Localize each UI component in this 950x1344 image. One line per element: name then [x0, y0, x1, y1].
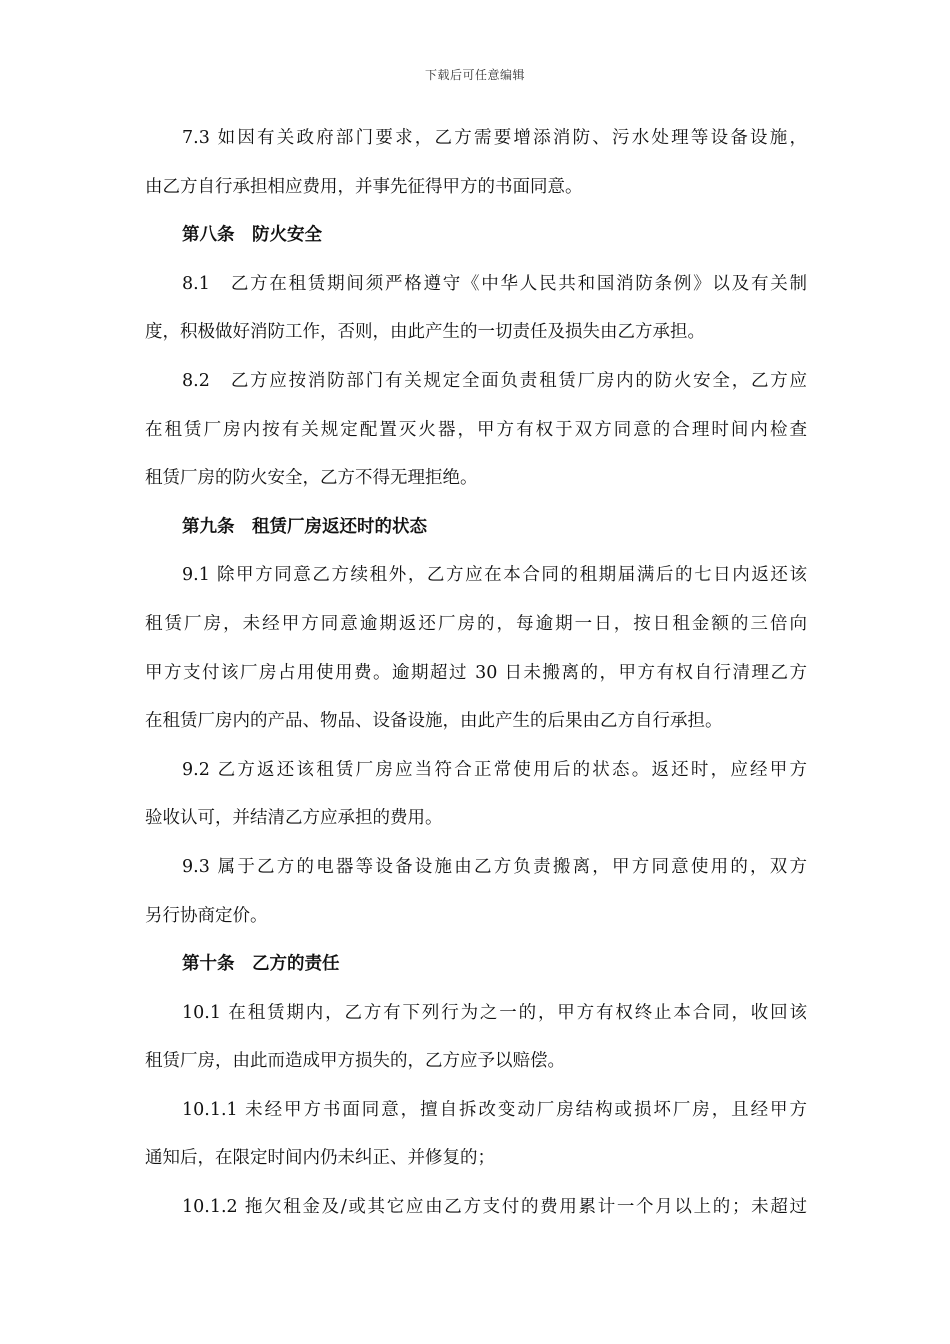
text-line: 另行协商定价。: [145, 905, 268, 926]
section-heading: 第十条 乙方的责任: [182, 954, 340, 975]
text-line: 9.2 乙方返还该租赁厂房应当符合正常使用后的状态。返还时，应经甲方: [182, 759, 807, 780]
text-line: 8.1 乙方在租赁期间须严格遵守《中华人民共和国消防条例》以及有关制: [182, 273, 807, 294]
text-line: 8.2 乙方应按消防部门有关规定全面负责租赁厂房内的防火安全，乙方应: [182, 370, 807, 391]
text-line: 在租赁厂房内按有关规定配置灭火器，甲方有权于双方同意的合理时间内检查: [145, 419, 807, 440]
text-line: 10.1.1 未经甲方书面同意，擅自拆改变动厂房结构或损坏厂房，且经甲方: [182, 1099, 807, 1120]
text-line: 通知后，在限定时间内仍未纠正、并修复的；: [145, 1148, 495, 1169]
text-line: 租赁厂房，未经甲方同意逾期返还厂房的，每逾期一日，按日租金额的三倍向: [145, 613, 807, 634]
section-heading: 第九条 租赁厂房返还时的状态: [182, 516, 427, 537]
text-line: 9.3 属于乙方的电器等设备设施由乙方负责搬离，甲方同意使用的，双方: [182, 856, 807, 877]
text-line: 由乙方自行承担相应费用，并事先征得甲方的书面同意。: [145, 176, 583, 197]
document-body: [145, 120, 807, 1238]
text-line: 度，积极做好消防工作，否则，由此产生的一切责任及损失由乙方承担。: [145, 322, 705, 343]
text-line: 租赁厂房的防火安全，乙方不得无理拒绝。: [145, 468, 478, 489]
text-line: 10.1 在租赁期内，乙方有下列行为之一的，甲方有权终止本合同，收回该: [182, 1002, 807, 1023]
text-line: 10.1.2 拖欠租金及/或其它应由乙方支付的费用累计一个月以上的；未超过: [182, 1197, 807, 1218]
page-header: 下载后可任意编辑: [424, 68, 525, 82]
section-heading: 第八条 防火安全: [182, 225, 322, 246]
text-line: 9.1 除甲方同意乙方续租外，乙方应在本合同的租期届满后的七日内返还该: [182, 565, 807, 586]
text-line: 在租赁厂房内的产品、物品、设备设施，由此产生的后果由乙方自行承担。: [145, 711, 723, 732]
text-line: 7.3 如因有关政府部门要求，乙方需要增添消防、污水处理等设备设施，: [182, 128, 807, 148]
text-line: 验收认可，并结清乙方应承担的费用。: [145, 808, 443, 829]
text-line: 甲方支付该厂房占用使用费。逾期超过 30 日未搬离的，甲方有权自行清理乙方: [145, 662, 807, 683]
text-line: 租赁厂房，由此而造成甲方损失的，乙方应予以赔偿。: [145, 1051, 565, 1072]
